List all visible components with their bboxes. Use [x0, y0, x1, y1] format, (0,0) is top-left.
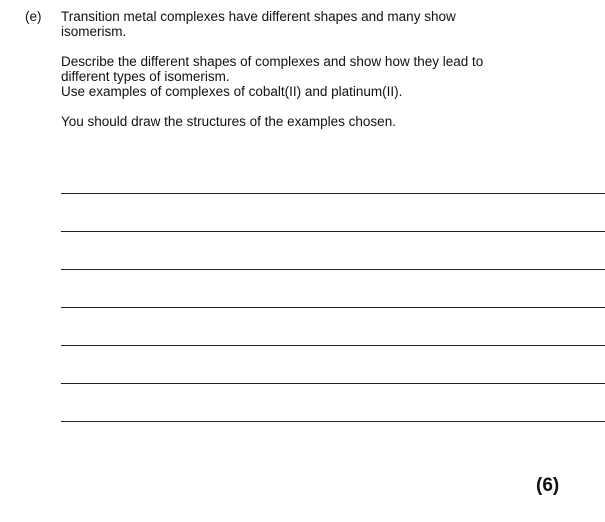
- answer-lines[interactable]: [61, 193, 605, 459]
- intro-line: isomerism.: [61, 24, 127, 39]
- question-task: [61, 54, 601, 99]
- answer-line[interactable]: [61, 269, 605, 270]
- answer-line[interactable]: [61, 307, 605, 308]
- question-body: [61, 9, 601, 129]
- task-line: Use examples of complexes of cobalt(II) and platinum(II).: [61, 84, 403, 99]
- answer-line[interactable]: [61, 231, 605, 232]
- task-line: different types of isomerism.: [61, 69, 230, 84]
- question-instruction: You should draw the structures of the examples chosen.: [61, 114, 396, 129]
- question-part-label: (e): [25, 9, 42, 24]
- answer-line[interactable]: [61, 345, 605, 346]
- task-line: Describe the different shapes of complexes and show how they lead to: [61, 54, 484, 69]
- question-intro: [61, 9, 601, 39]
- answer-line[interactable]: [61, 193, 605, 194]
- intro-line: Transition metal complexes have different shapes and many show: [61, 9, 456, 24]
- marks-label: (6): [536, 475, 560, 496]
- answer-line[interactable]: [61, 383, 605, 384]
- answer-line[interactable]: [61, 421, 605, 422]
